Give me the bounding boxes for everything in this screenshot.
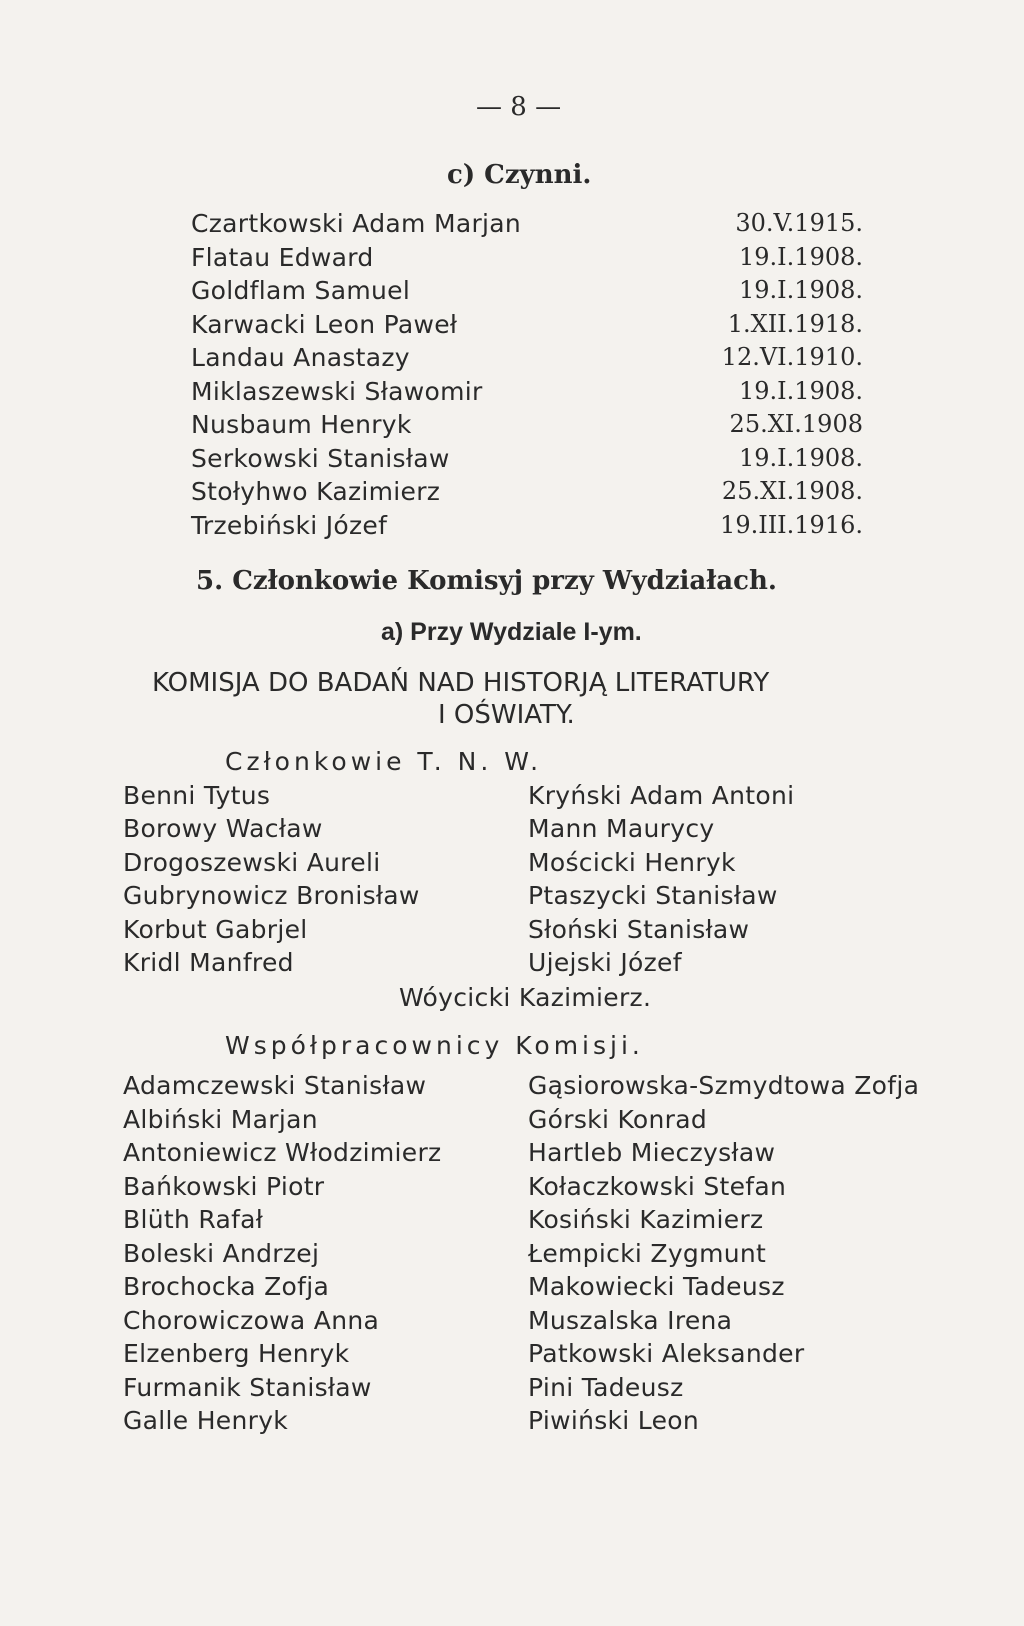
collaborator-name: Muszalska Irena [528, 1305, 733, 1335]
member-name: Gubrynowicz Bronisław [123, 881, 420, 911]
collaborator-name: Galle Henryk [123, 1406, 289, 1435]
collaborator-name: Gąsiorowska-Szmydtowa Zofja [528, 1071, 920, 1100]
members-right-column [528, 779, 794, 979]
member-name: Mann Maurycy [528, 814, 715, 844]
member-date: 25.XI.1908. [721, 477, 863, 505]
member-name: Karwacki Leon Paweł [191, 309, 458, 339]
page-number: — 8 — [476, 92, 562, 122]
collaborator-name: Łempicki Zygmunt [528, 1238, 767, 1268]
member-name: Flatau Edward [191, 242, 374, 272]
member-row [191, 308, 863, 342]
member-date: 19.I.1908. [739, 376, 863, 405]
commission-title-line2: I OŚWIATY. [438, 700, 575, 730]
member-date: 19.I.1908. [739, 276, 863, 304]
members-last-entry: Wóycicki Kazimierz. [399, 983, 652, 1012]
collaborator-name: Blüth Rafał [123, 1205, 264, 1234]
collaborator-name: Górski Konrad [528, 1104, 707, 1134]
members-heading: Członkowie T. N. W. [225, 747, 543, 776]
member-row [191, 241, 863, 275]
member-name: Słoński Stanisław [528, 914, 750, 944]
section-c-title: c) Czynni. [447, 160, 592, 190]
member-name: Kryński Adam Antoni [528, 781, 795, 810]
collaborator-name: Pini Tadeusz [528, 1372, 684, 1402]
member-date: 19.III.1916. [720, 510, 863, 539]
member-name: Benni Tytus [123, 781, 271, 810]
member-date: 12.VI.1910. [721, 343, 863, 371]
member-name: Landau Anastazy [191, 343, 410, 372]
member-name: Serkowski Stanisław [191, 443, 450, 473]
member-name: Goldflam Samuel [191, 276, 411, 305]
collaborator-name: Antoniewicz Włodzimierz [123, 1138, 442, 1167]
collaborator-name: Albiński Marjan [123, 1104, 318, 1134]
member-name: Miklaszewski Sławomir [191, 376, 483, 406]
member-date: 1.XII.1918. [727, 309, 863, 338]
member-row [191, 408, 863, 442]
member-name: Borowy Wacław [123, 814, 323, 844]
member-row [191, 207, 863, 241]
department-subtitle: a) Przy Wydziale I-ym. [381, 618, 642, 646]
collaborator-name: Boleski Andrzej [123, 1238, 320, 1268]
member-name: Drogoszewski Aureli [123, 847, 381, 877]
collaborator-name: Furmanik Stanisław [123, 1372, 372, 1402]
collaborator-name: Hartleb Mieczysław [528, 1138, 776, 1167]
member-name: Korbut Gabrjel [123, 914, 308, 944]
section-5-title: 5. Członkowie Komisyj przy Wydziałach. [196, 566, 777, 596]
collaborator-name: Kołaczkowski Stefan [528, 1171, 787, 1201]
collaborator-name: Kosiński Kazimierz [528, 1205, 764, 1234]
member-date: 25.XI.1908 [729, 410, 863, 438]
collaborators-right-column [528, 1069, 919, 1438]
member-name: Nusbaum Henryk [191, 410, 412, 439]
member-name: Ptaszycki Stanisław [528, 881, 778, 911]
member-date: 30.V.1915. [735, 209, 863, 237]
collaborator-name: Bańkowski Piotr [123, 1171, 325, 1201]
member-date: 19.I.1908. [739, 242, 863, 271]
members-left-column [123, 779, 420, 979]
member-date: 19.I.1908. [739, 443, 863, 472]
member-name: Kridl Manfred [123, 947, 294, 977]
collaborator-name: Chorowiczowa Anna [123, 1305, 380, 1335]
member-row [191, 509, 863, 543]
active-members-list [191, 207, 863, 542]
collaborator-name: Makowiecki Tadeusz [528, 1272, 785, 1301]
collaborator-name: Patkowski Aleksander [528, 1339, 805, 1368]
member-name: Czartkowski Adam Marjan [191, 209, 522, 238]
member-name: Stołyhwo Kazimierz [191, 477, 441, 506]
member-row [191, 442, 863, 476]
member-name: Mościcki Henryk [528, 847, 736, 877]
commission-title-line1: KOMISJA DO BADAŃ NAD HISTORJĄ LITERATURY [152, 668, 770, 698]
collaborator-name: Brochocka Zofja [123, 1272, 330, 1301]
collaborators-left-column [123, 1069, 441, 1438]
member-row [191, 341, 863, 375]
member-name: Trzebiński Józef [191, 510, 388, 540]
collaborator-name: Adamczewski Stanisław [123, 1071, 427, 1100]
collaborator-name: Elzenberg Henryk [123, 1339, 350, 1368]
member-row [191, 274, 863, 308]
collaborators-heading: Współpracownicy Komisji. [225, 1031, 644, 1060]
member-row [191, 375, 863, 409]
member-row [191, 475, 863, 509]
collaborator-name: Piwiński Leon [528, 1406, 700, 1435]
member-name: Ujejski Józef [528, 947, 682, 977]
